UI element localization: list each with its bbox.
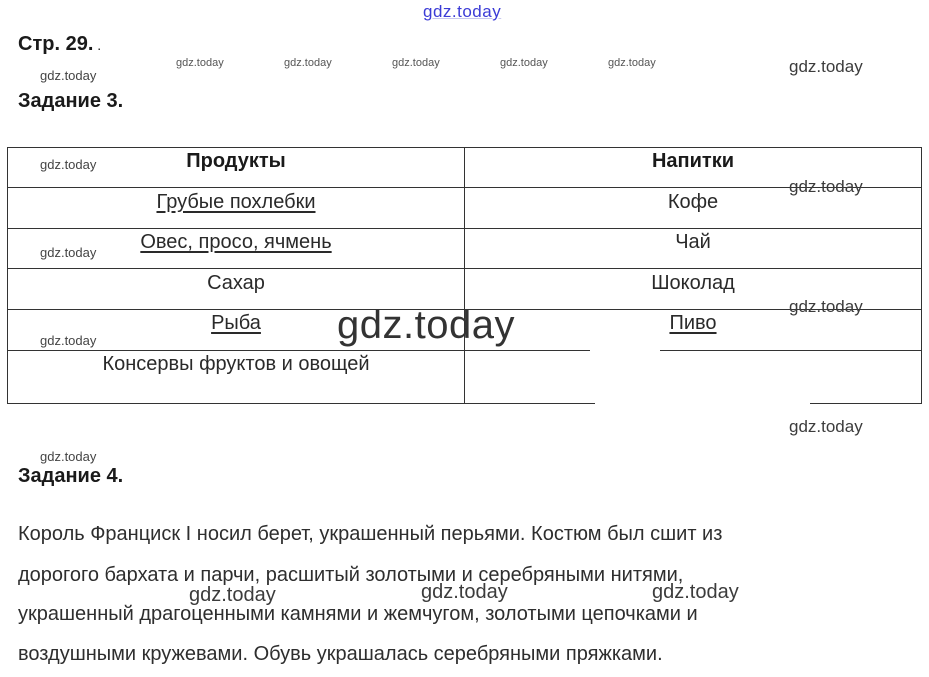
paragraph-line: Король Франциск I носил берет, украшенный перьями. Костюм был сшит из bbox=[18, 523, 723, 545]
watermark: gdz.today bbox=[500, 57, 548, 69]
paragraph-line: дорогого бархата и парчи, расшитый золотыми и серебряными нитями, bbox=[18, 564, 684, 586]
watermark: gdz.today bbox=[789, 57, 863, 76]
watermark: gdz.today bbox=[789, 177, 863, 196]
column-header-drinks: Напитки bbox=[651, 150, 735, 172]
product-item: Консервы фруктов и овощей bbox=[102, 353, 370, 375]
column-header-products: Продукты bbox=[186, 150, 286, 172]
drink-item: Шоколад bbox=[651, 272, 735, 294]
product-item: Рыба bbox=[211, 312, 261, 334]
watermark: gdz.today bbox=[652, 581, 739, 603]
page-reference: Стр. 29. . bbox=[18, 33, 102, 55]
table-row-3-products bbox=[8, 272, 464, 295]
table-row-2-drinks bbox=[465, 231, 921, 254]
paragraph-line: украшенный драгоценными камнями и жемчугом, золотыми цепочками и bbox=[18, 603, 698, 625]
watermark: gdz.today bbox=[40, 157, 97, 172]
table-row-5-products bbox=[8, 353, 464, 376]
watermark: gdz.today bbox=[189, 584, 276, 606]
watermark: gdz.today bbox=[176, 57, 224, 69]
watermark: gdz.today bbox=[789, 417, 863, 436]
watermark: gdz.today bbox=[40, 333, 97, 348]
watermark: gdz.today bbox=[608, 57, 656, 69]
drink-item: Пиво bbox=[669, 312, 717, 334]
page-reference-text: Стр. 29. bbox=[18, 33, 94, 55]
watermark: gdz.today bbox=[789, 297, 863, 316]
drink-item: Кофе bbox=[667, 191, 719, 213]
watermark-large: gdz.today bbox=[337, 303, 515, 347]
paragraph-line: воздушными кружевами. Обувь украшалась серебряными пряжками. bbox=[18, 643, 663, 665]
watermark-top: gdz.today bbox=[423, 2, 502, 21]
table-row-3-drinks bbox=[465, 272, 921, 295]
watermark: gdz.today bbox=[392, 57, 440, 69]
product-item: Овес, просо, ячмень bbox=[140, 231, 332, 253]
task4-heading: Задание 4. bbox=[18, 465, 124, 487]
task3-heading: Задание 3. bbox=[18, 90, 124, 112]
watermark: gdz.today bbox=[421, 581, 508, 603]
product-item: Грубые похлебки bbox=[156, 191, 316, 213]
watermark: gdz.today bbox=[284, 57, 332, 69]
product-item: Сахар bbox=[207, 272, 265, 294]
watermark: gdz.today bbox=[40, 449, 97, 464]
table-row-1-products bbox=[8, 191, 464, 214]
watermark: gdz.today bbox=[40, 68, 97, 83]
watermark: gdz.today bbox=[40, 245, 97, 260]
drink-item: Чай bbox=[675, 231, 711, 253]
